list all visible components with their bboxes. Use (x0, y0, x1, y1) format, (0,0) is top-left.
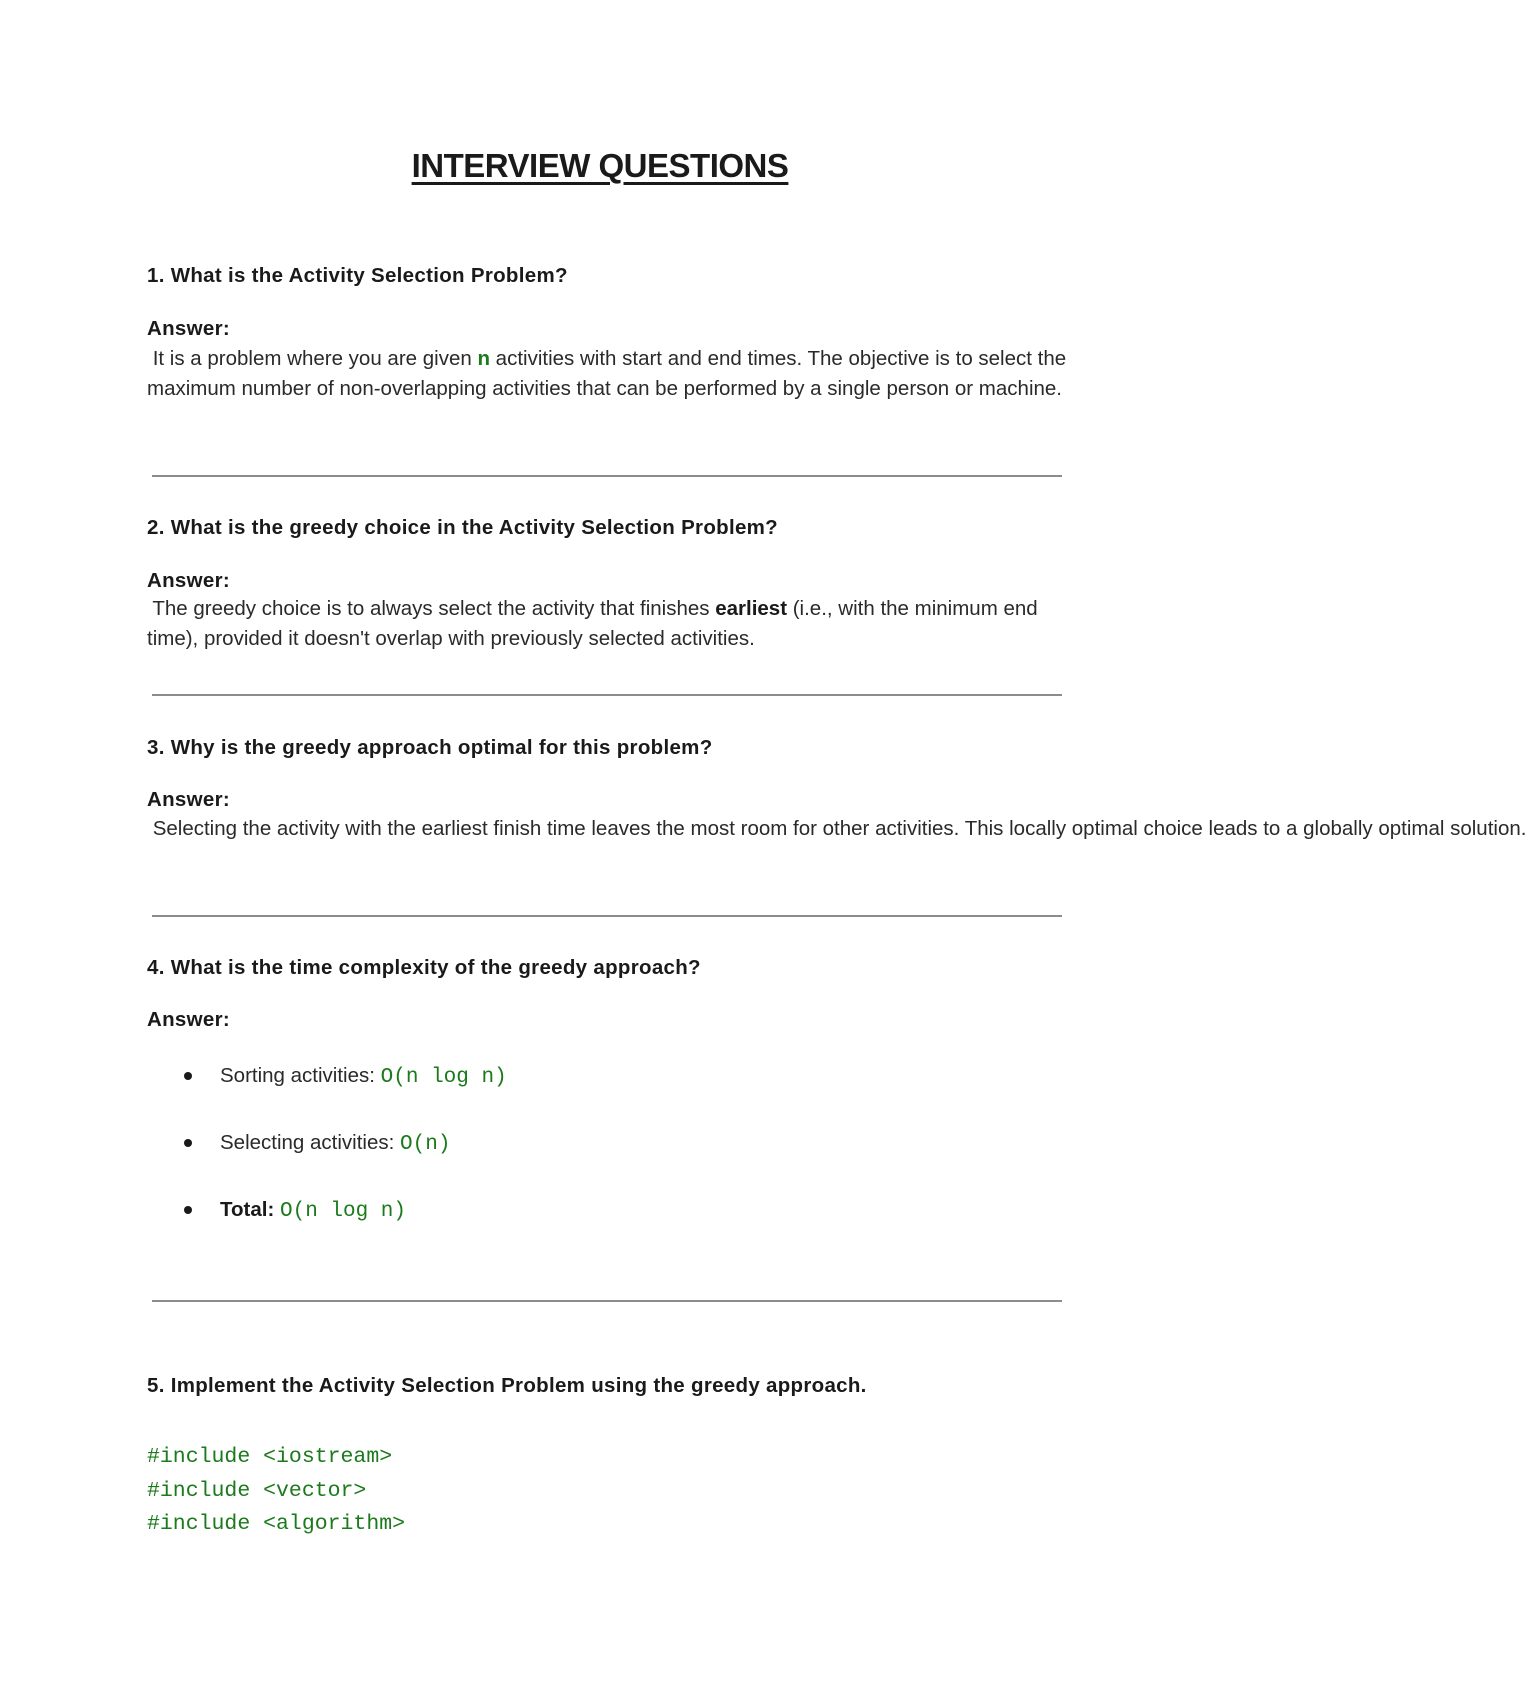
answer-3-text: Selecting the activity with the earliest finish time leaves the most room for other activities. This locally optimal choice leads to a globally optimal solution. (147, 817, 1526, 840)
divider-1 (152, 475, 1062, 477)
answer-1-variable-n: n (477, 347, 490, 370)
answer-1 (147, 344, 1067, 404)
answer-2 (147, 594, 1067, 654)
answer-label-1: Answer: (147, 317, 230, 340)
question-4: 4. What is the time complexity of the greedy approach? (147, 956, 701, 979)
answer-label-2: Answer: (147, 569, 230, 592)
code-line: #include <vector> (147, 1478, 367, 1503)
code-line: #include <algorithm> (147, 1512, 406, 1536)
answer-2-part-1: The greedy choice is to always select the activity that finishes (147, 597, 716, 620)
list-item-content (220, 1061, 507, 1093)
bullet-icon (184, 1206, 192, 1214)
list-item (147, 1128, 847, 1158)
list-item-code: O(n log n) (380, 1066, 507, 1089)
list-item-label: Sorting activities: (220, 1064, 381, 1087)
divider-4 (152, 1300, 1062, 1302)
question-2: 2. What is the greedy choice in the Activity Selection Problem? (147, 516, 779, 539)
list-item-label: Selecting activities: (220, 1131, 401, 1154)
answer-3 (147, 814, 1526, 844)
list-item-content (220, 1128, 450, 1160)
code-line: #include <iostream> (147, 1445, 393, 1469)
list-item (147, 1195, 847, 1225)
answer-label-3: Answer: (147, 788, 230, 811)
list-item-code: O(n log n) (279, 1200, 407, 1223)
document-title: INTERVIEW QUESTIONS (411, 147, 789, 184)
list-item (147, 1061, 847, 1091)
divider-2 (152, 694, 1062, 696)
list-item-label: Total: (220, 1198, 275, 1221)
list-item-content (220, 1195, 406, 1227)
answer-label-4: Answer: (147, 1008, 230, 1031)
question-5: 5. Implement the Activity Selection Problem using the greedy approach. (147, 1374, 867, 1397)
answer-1-part-2: activities with start and end times. The objective is to select the maximum number of non-overlapping activities that can be performed by a single person or machine. (147, 347, 1067, 400)
bullet-icon (184, 1072, 192, 1080)
question-1: 1. What is the Activity Selection Problem? (147, 264, 568, 287)
answer-1-part-1: It is a problem where you are given (147, 347, 478, 370)
answer-2-part-2: (i.e., with the minimum end time), provided it doesn't overlap with previously selected activities. (147, 597, 1038, 650)
code-block (147, 1441, 405, 1542)
question-3: 3. Why is the greedy approach optimal for this problem? (147, 736, 713, 759)
divider-3 (152, 915, 1062, 917)
list-item-code: O(n) (400, 1133, 451, 1156)
bullet-icon (184, 1139, 192, 1147)
answer-2-emphasis: earliest (715, 597, 788, 620)
